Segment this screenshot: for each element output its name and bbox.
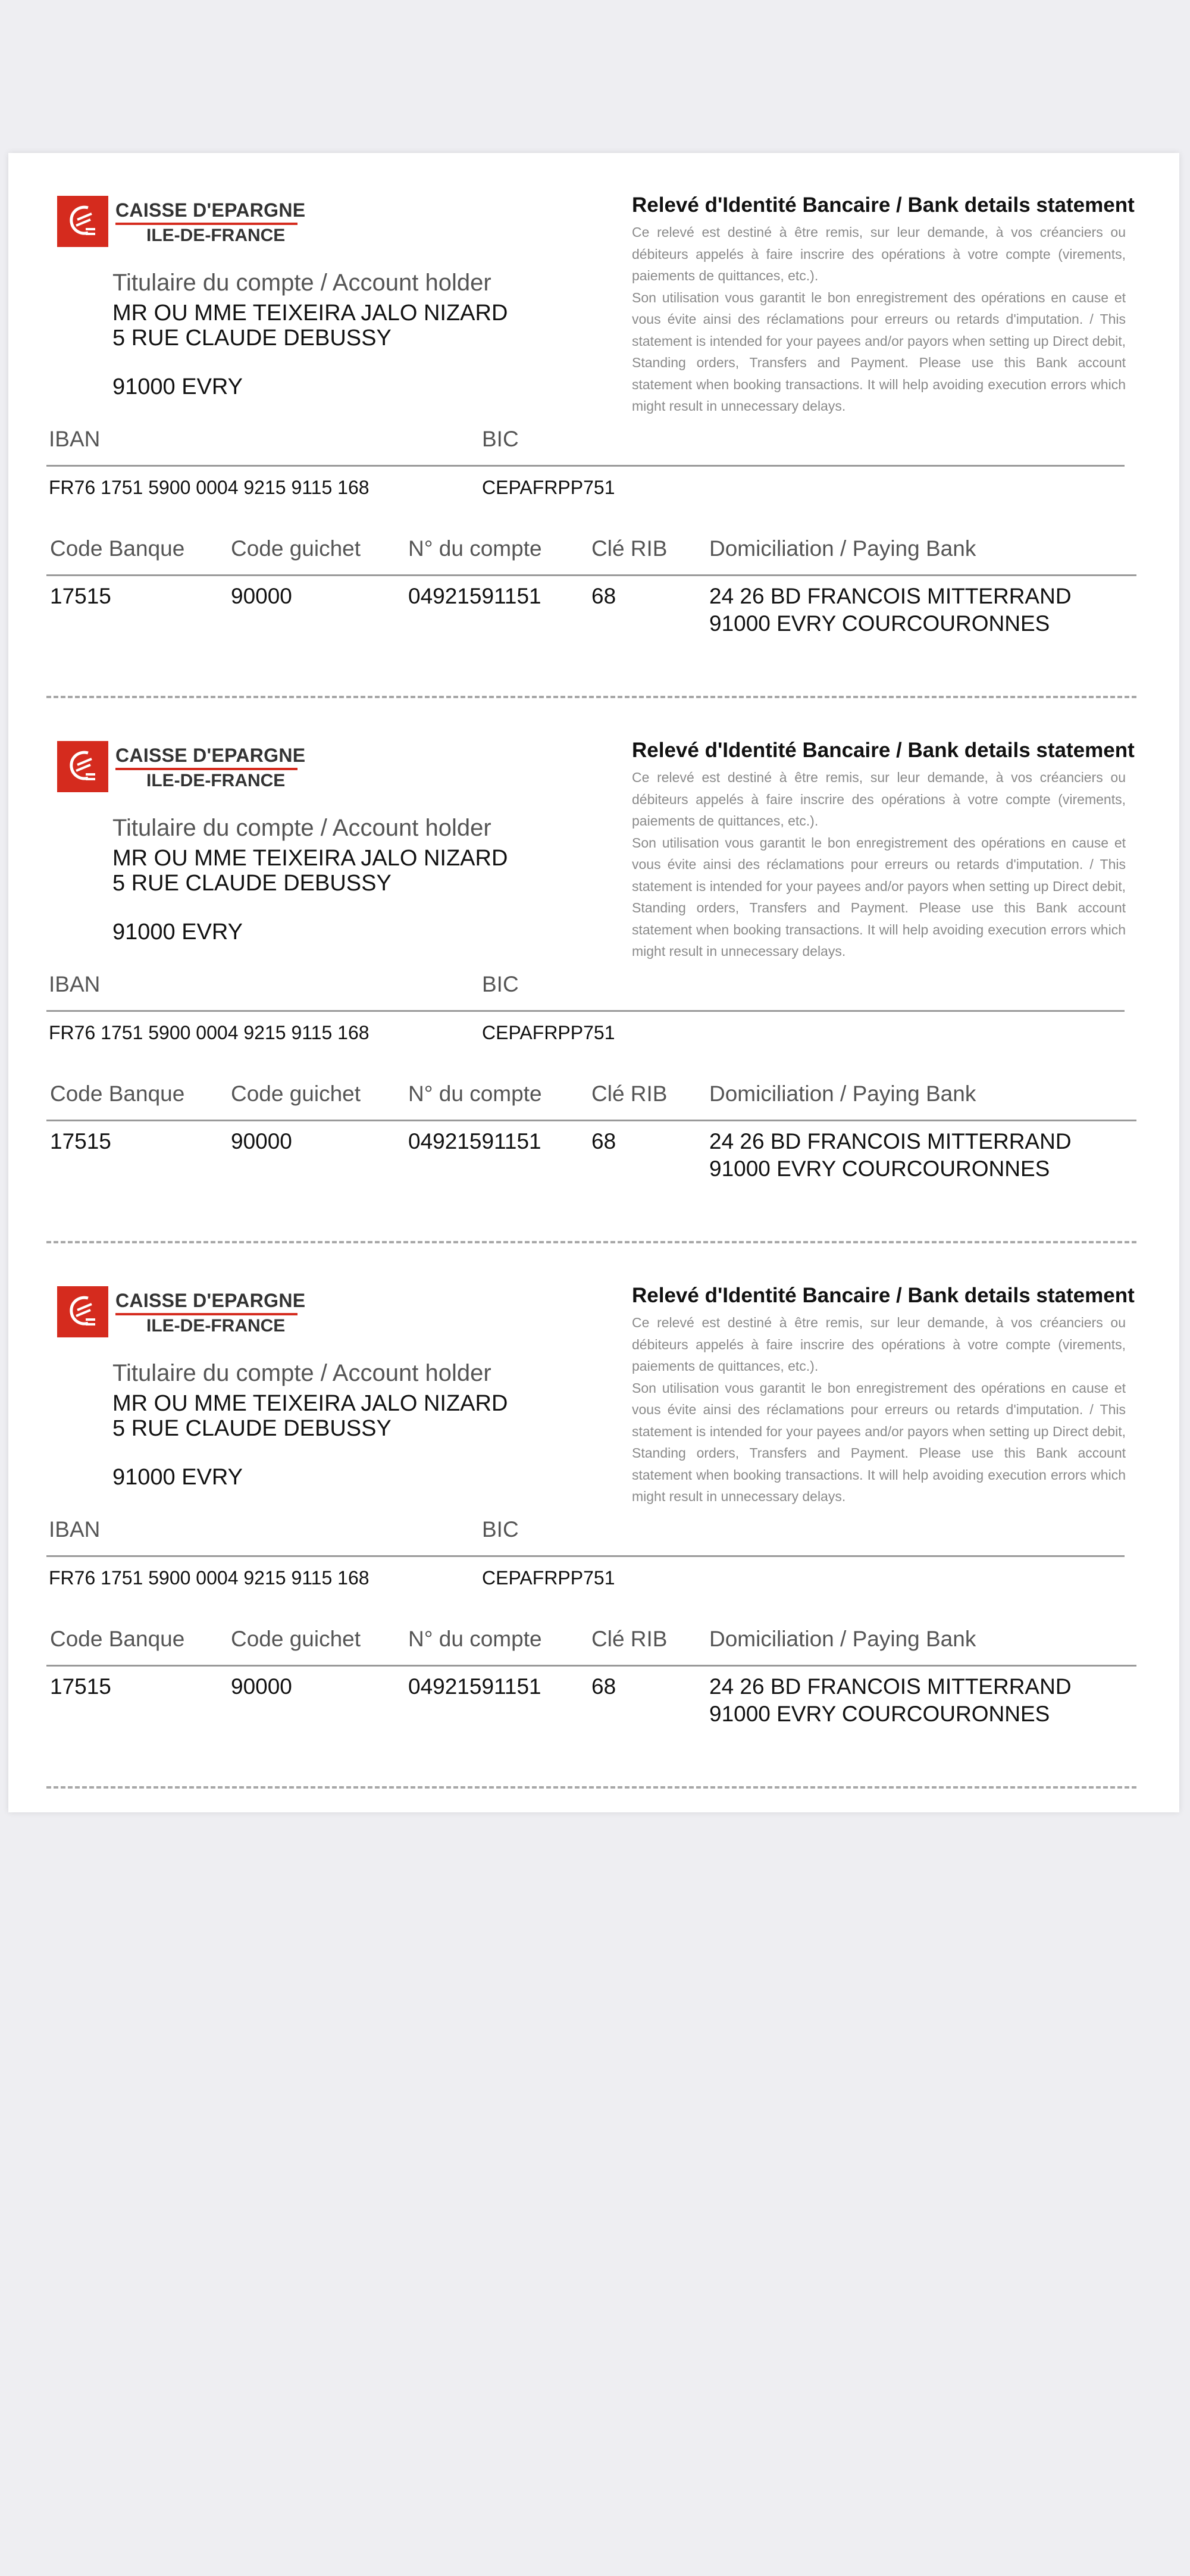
code-banque-value: 17515 (50, 584, 111, 608)
cle-rib-label: Clé RIB (591, 1627, 668, 1651)
iban-label: IBAN (49, 972, 101, 996)
domiciliation-line1: 24 26 BD FRANCOIS MITTERRAND (709, 584, 1072, 608)
account-divider (46, 1665, 1136, 1667)
account-number-label: N° du compte (408, 1627, 542, 1651)
iban-divider (46, 1010, 1125, 1012)
account-holder-name: MR OU MME TEIXEIRA JALO NIZARD (112, 1391, 508, 1416)
iban-label: IBAN (49, 1517, 101, 1542)
account-holder-address: 5 RUE CLAUDE DEBUSSY (112, 1416, 392, 1441)
cle-rib-value: 68 (591, 1674, 616, 1699)
statement-text-en: Son utilisation vous garantit le bon enregistrement des opérations en cause et vous évite ainsi des réclamations pour erreurs ou retards d'imputation. / This statement is intended for your payees and/or payors when setting up Direct debit, Standing orders, Transfers and Payment. Please use this Bank account statement when booking transactions. It will help avoiding execution errors which might result in unnecessary delays. (632, 1380, 1126, 1504)
bank-logo (57, 196, 306, 249)
rib-document (8, 153, 1179, 1812)
iban-value: FR76 1751 5900 0004 9215 9115 168 (49, 477, 369, 498)
ecureuil-logo-icon (57, 1286, 108, 1337)
ecureuil-logo-icon (57, 196, 108, 247)
statement-text-fr: Ce relevé est destiné à être remis, sur leur demande, à vos créanciers ou débiteurs appelés à faire inscrire des opérations à votre compte (virements, paiements de quittances, etc.). (632, 224, 1126, 283)
statement-text-fr: Ce relevé est destiné à être remis, sur leur demande, à vos créanciers ou débiteurs appelés à faire inscrire des opérations à votre compte (virements, paiements de quittances, etc.). (632, 1315, 1126, 1374)
domiciliation-line1: 24 26 BD FRANCOIS MITTERRAND (709, 1129, 1072, 1153)
code-guichet-label: Code guichet (231, 536, 361, 561)
account-number-value: 04921591151 (408, 1129, 541, 1153)
domiciliation-line2: 91000 EVRY COURCOURONNES (709, 611, 1050, 636)
account-holder-address: 5 RUE CLAUDE DEBUSSY (112, 326, 392, 351)
ecureuil-logo-icon (57, 741, 108, 792)
account-holder-label: Titulaire du compte / Account holder (112, 1360, 491, 1386)
statement-text (632, 221, 1126, 417)
cle-rib-label: Clé RIB (591, 536, 668, 561)
account-holder-label: Titulaire du compte / Account holder (112, 270, 491, 296)
code-banque-label: Code Banque (50, 536, 185, 561)
bank-logo (57, 741, 306, 795)
code-banque-label: Code Banque (50, 1627, 185, 1651)
account-holder-label: Titulaire du compte / Account holder (112, 815, 491, 841)
cle-rib-value: 68 (591, 1129, 616, 1153)
bic-label: BIC (482, 972, 519, 996)
code-guichet-value: 90000 (231, 1129, 292, 1153)
bic-value: CEPAFRPP751 (482, 1022, 615, 1043)
account-number-value: 04921591151 (408, 584, 541, 608)
domiciliation-line1: 24 26 BD FRANCOIS MITTERRAND (709, 1674, 1072, 1699)
code-guichet-label: Code guichet (231, 1081, 361, 1106)
statement-title: Relevé d'Identité Bancaire / Bank details statement (632, 739, 1135, 762)
iban-value: FR76 1751 5900 0004 9215 9115 168 (49, 1567, 369, 1589)
bank-region: ILE-DE-FRANCE (146, 1316, 286, 1336)
account-holder-name: MR OU MME TEIXEIRA JALO NIZARD (112, 301, 508, 326)
account-holder-name: MR OU MME TEIXEIRA JALO NIZARD (112, 846, 508, 871)
account-number-label: N° du compte (408, 536, 542, 561)
code-guichet-label: Code guichet (231, 1627, 361, 1651)
domiciliation-line2: 91000 EVRY COURCOURONNES (709, 1702, 1050, 1726)
code-guichet-value: 90000 (231, 584, 292, 608)
account-number-value: 04921591151 (408, 1674, 541, 1699)
cle-rib-value: 68 (591, 584, 616, 608)
rib-block (8, 1243, 1179, 1789)
cle-rib-label: Clé RIB (591, 1081, 668, 1106)
logo-underline (115, 1313, 298, 1315)
statement-text-en: Son utilisation vous garantit le bon enregistrement des opérations en cause et vous évite ainsi des réclamations pour erreurs ou retards d'imputation. / This statement is intended for your payees and/or payors when setting up Direct debit, Standing orders, Transfers and Payment. Please use this Bank account statement when booking transactions. It will help avoiding execution errors which might result in unnecessary delays. (632, 289, 1126, 414)
account-number-label: N° du compte (408, 1081, 542, 1106)
code-banque-value: 17515 (50, 1129, 111, 1153)
bank-name: CAISSE D'EPARGNE (115, 199, 306, 221)
account-divider (46, 574, 1136, 576)
domiciliation-label: Domiciliation / Paying Bank (709, 1081, 976, 1106)
iban-label: IBAN (49, 427, 101, 451)
iban-divider (46, 465, 1125, 467)
statement-text (632, 1312, 1126, 1508)
bank-name: CAISSE D'EPARGNE (115, 745, 306, 766)
domiciliation-line2: 91000 EVRY COURCOURONNES (709, 1156, 1050, 1181)
code-banque-value: 17515 (50, 1674, 111, 1699)
account-holder-city: 91000 EVRY (112, 920, 243, 945)
code-banque-label: Code Banque (50, 1081, 185, 1106)
statement-text-en: Son utilisation vous garantit le bon enregistrement des opérations en cause et vous évite ainsi des réclamations pour erreurs ou retards d'imputation. / This statement is intended for your payees and/or payors when setting up Direct debit, Standing orders, Transfers and Payment. Please use this Bank account statement when booking transactions. It will help avoiding execution errors which might result in unnecessary delays. (632, 834, 1126, 959)
bank-name: CAISSE D'EPARGNE (115, 1290, 306, 1311)
logo-underline (115, 768, 298, 770)
domiciliation-label: Domiciliation / Paying Bank (709, 1627, 976, 1651)
bank-region: ILE-DE-FRANCE (146, 226, 286, 245)
bank-logo (57, 1286, 306, 1340)
account-holder-city: 91000 EVRY (112, 374, 243, 399)
rib-block (8, 698, 1179, 1243)
bic-value: CEPAFRPP751 (482, 1567, 615, 1589)
cut-line (46, 1786, 1136, 1789)
statement-text (632, 767, 1126, 962)
statement-title: Relevé d'Identité Bancaire / Bank details statement (632, 1284, 1135, 1307)
account-holder-city: 91000 EVRY (112, 1465, 243, 1490)
bank-region: ILE-DE-FRANCE (146, 771, 286, 790)
statement-text-fr: Ce relevé est destiné à être remis, sur leur demande, à vos créanciers ou débiteurs appelés à faire inscrire des opérations à votre compte (virements, paiements de quittances, etc.). (632, 770, 1126, 829)
account-holder-address: 5 RUE CLAUDE DEBUSSY (112, 871, 392, 896)
bic-label: BIC (482, 427, 519, 451)
bic-label: BIC (482, 1517, 519, 1542)
logo-underline (115, 223, 298, 225)
iban-value: FR76 1751 5900 0004 9215 9115 168 (49, 1022, 369, 1043)
code-guichet-value: 90000 (231, 1674, 292, 1699)
iban-divider (46, 1555, 1125, 1557)
statement-title: Relevé d'Identité Bancaire / Bank details statement (632, 193, 1135, 217)
bic-value: CEPAFRPP751 (482, 477, 615, 498)
domiciliation-label: Domiciliation / Paying Bank (709, 536, 976, 561)
account-divider (46, 1120, 1136, 1121)
rib-block (8, 153, 1179, 698)
